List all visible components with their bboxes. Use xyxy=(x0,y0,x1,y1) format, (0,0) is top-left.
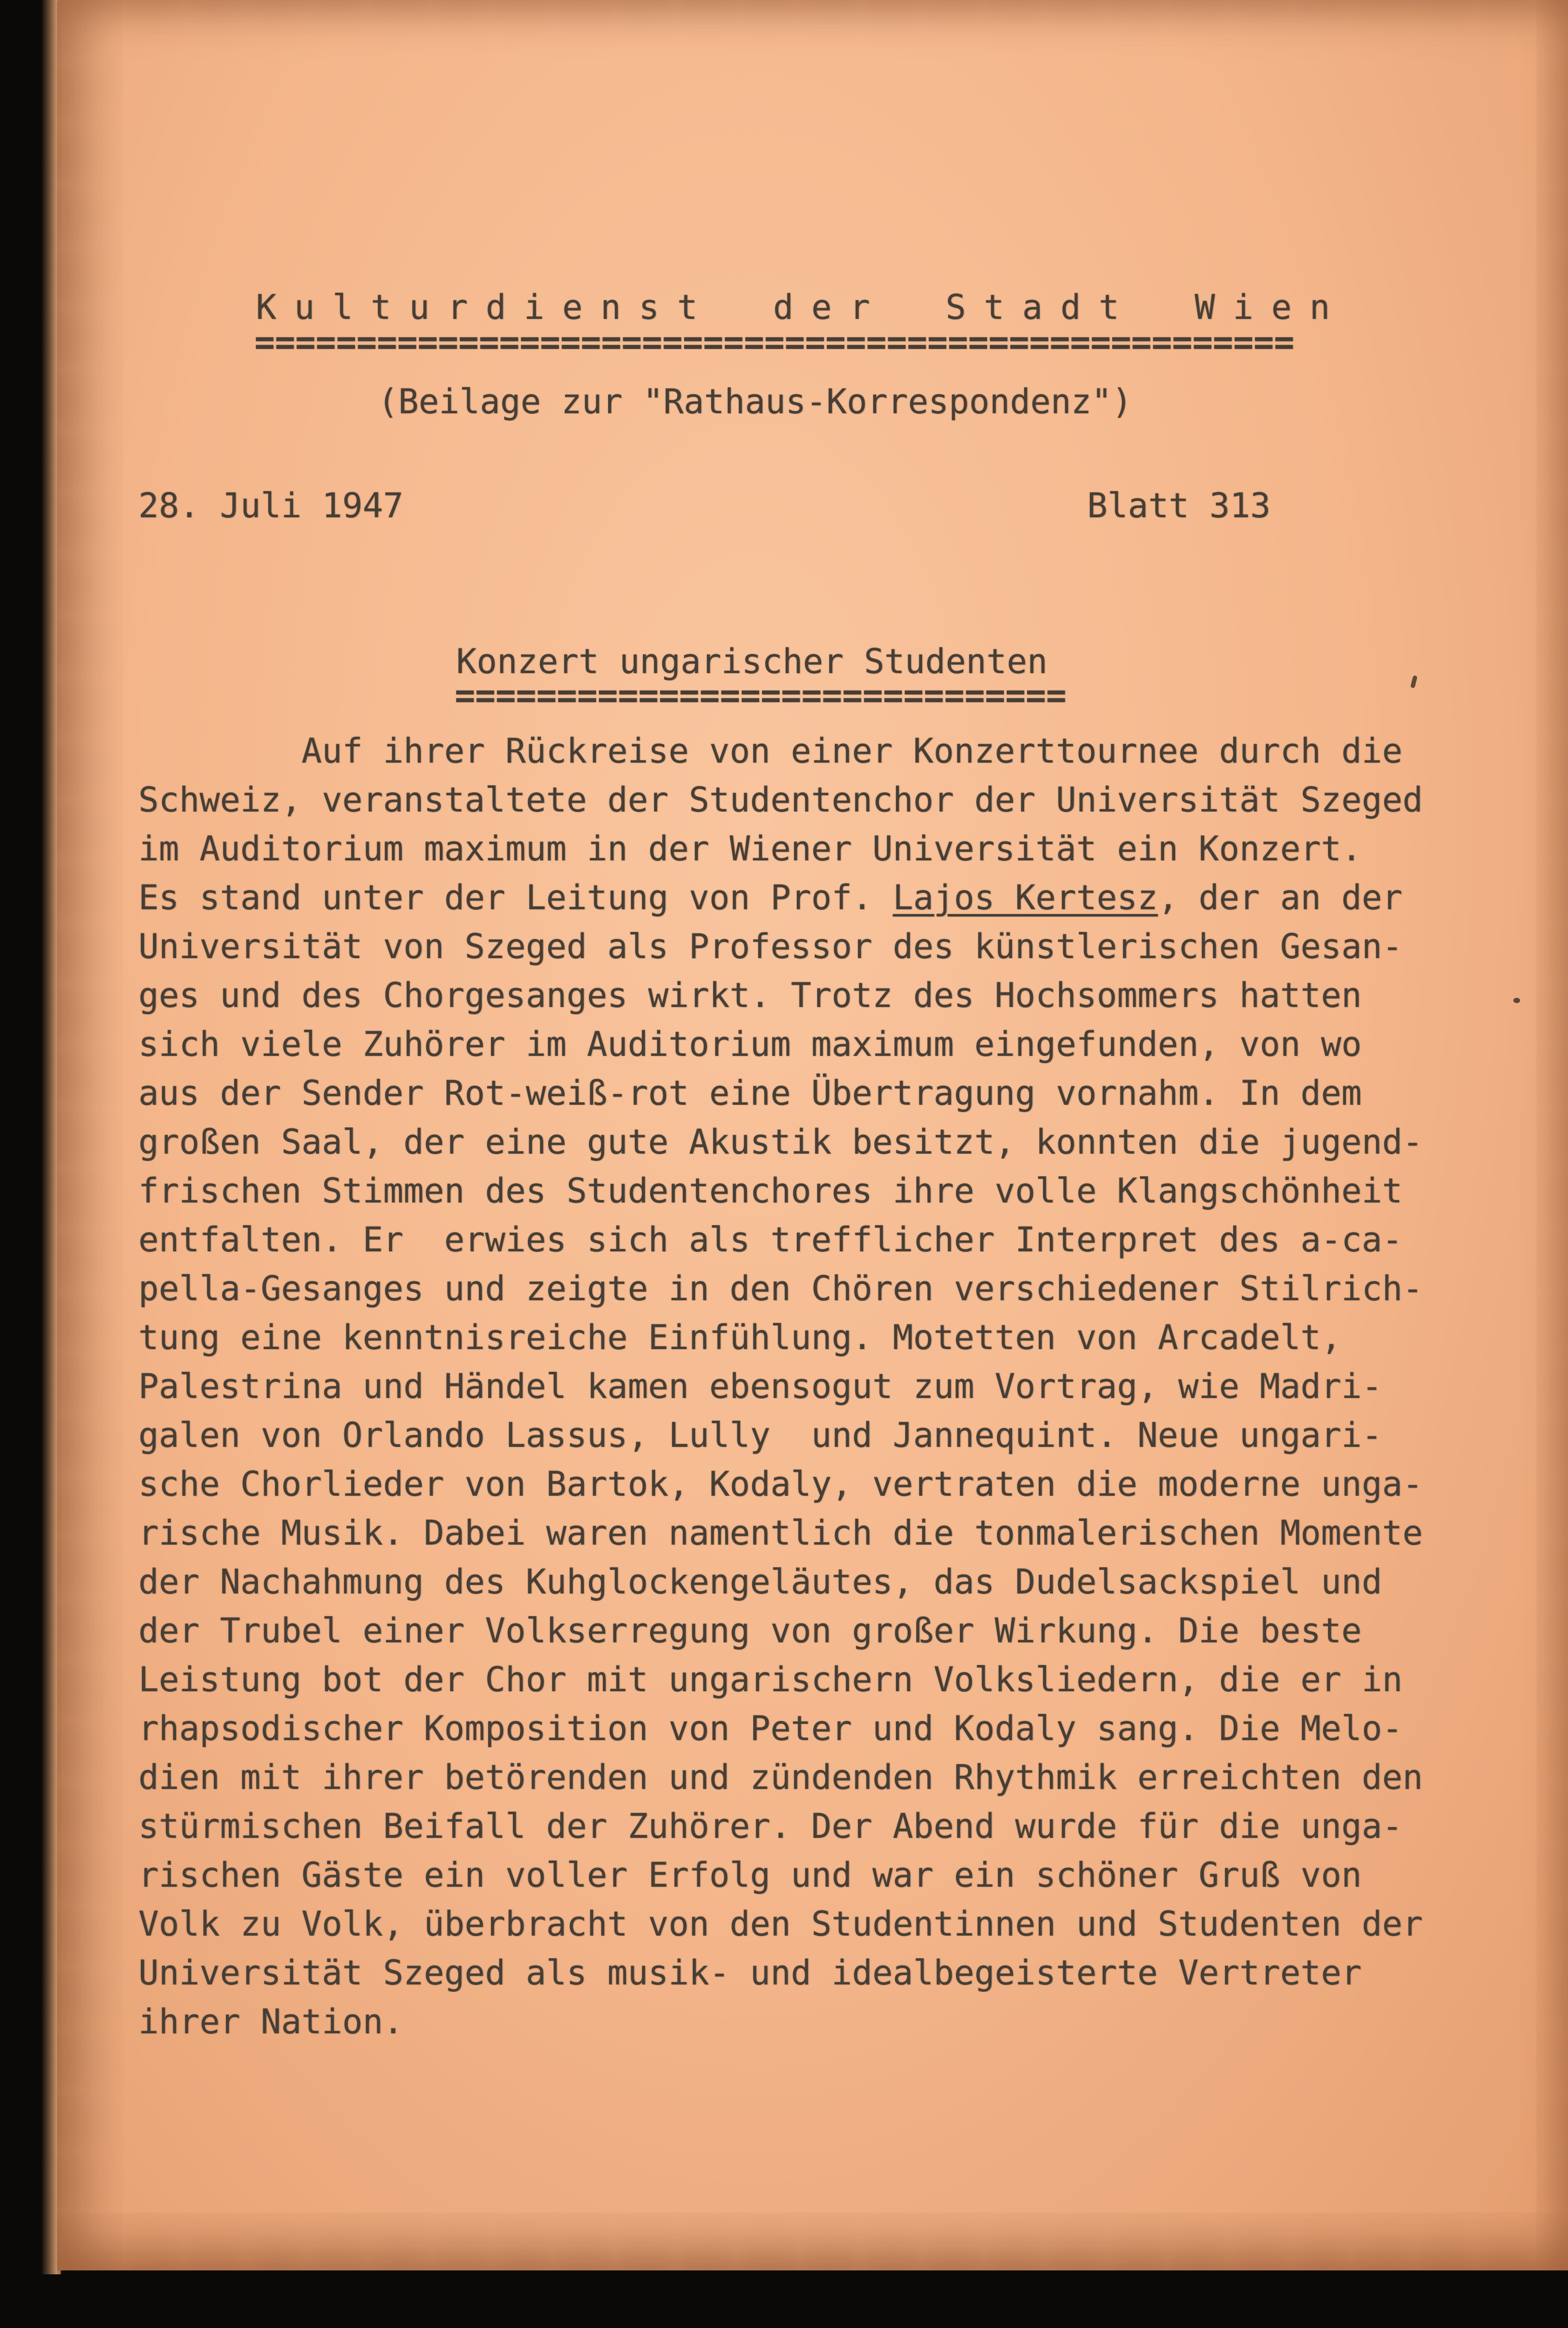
body-line: Palestrina und Händel kamen ebensogut zum Vortrag, wie Madri- xyxy=(138,1367,1382,1406)
body-line: Schweiz, veranstaltete der Studentenchor der Universität Szeged xyxy=(138,780,1423,820)
body-line: frischen Stimmen des Studentenchores ihre volle Klangschönheit xyxy=(138,1171,1403,1211)
body-line: im Auditorium maximum in der Wiener Universität ein Konzert. xyxy=(138,829,1362,869)
body-line: Volk zu Volk, überbracht von den Studentinnen und Studenten der xyxy=(138,1904,1423,1944)
body-line: ihrer Nation. xyxy=(138,2002,403,2042)
paper-sheet xyxy=(57,0,1568,2270)
body-line: entfalten. Er erwies sich als trefflicher Interpret des a-ca- xyxy=(138,1220,1403,1260)
body-line: rhapsodischer Komposition von Peter und Kodaly sang. Die Melo- xyxy=(138,1709,1403,1748)
body-line: sche Chorlieder von Bartok, Kodaly, vertraten die moderne unga- xyxy=(138,1464,1423,1504)
article-body xyxy=(138,727,1423,2046)
body-line xyxy=(138,873,1423,922)
body-line: pella-Gesanges und zeigte in den Chören verschiedener Stilrich- xyxy=(138,1269,1423,1308)
body-line: der Nachahmung des Kuhglockengeläutes, das Dudelsackspiel und xyxy=(138,1562,1382,1602)
underlined-name: Lajos Kertesz xyxy=(893,878,1158,917)
body-line: sich viele Zuhörer im Auditorium maximum eingefunden, von wo xyxy=(138,1024,1362,1064)
body-line: rische Musik. Dabei waren namentlich die tonmalerischen Momente xyxy=(138,1513,1423,1553)
sheet-number: Blatt 313 xyxy=(1087,486,1271,526)
body-line: rischen Gäste ein voller Erfolg und war ein schöner Gruß von xyxy=(138,1855,1362,1895)
body-text-segment: , der an der xyxy=(1158,878,1403,917)
body-line: Leistung bot der Chor mit ungarischern Volksliedern, die er in xyxy=(138,1660,1403,1699)
article-title-underline: ============================== xyxy=(455,676,1067,715)
body-line: galen von Orlando Lassus, Lully und Jannequint. Neue ungari- xyxy=(138,1415,1382,1455)
body-line: aus der Sender Rot-weiß-rot eine Übertragung vornahm. In dem xyxy=(138,1073,1362,1113)
body-line: Universität von Szeged als Professor des künstlerischen Gesan- xyxy=(138,927,1403,966)
body-line: großen Saal, der eine gute Akustik besitzt, konnten die jugend- xyxy=(138,1122,1423,1162)
date-label: 28. Juli 1947 xyxy=(138,486,403,526)
body-text-segment: Es stand unter der Leitung von Prof. xyxy=(138,878,893,917)
body-line: ges und des Chorgesanges wirkt. Trotz des Hochsommers hatten xyxy=(138,976,1362,1015)
body-line: der Trubel einer Volkserregung von großer Wirkung. Die beste xyxy=(138,1611,1362,1651)
article-title: Konzert ungarischer Studenten xyxy=(456,642,1048,681)
masthead-subtitle: (Beilage zur "Rathaus-Korrespondenz") xyxy=(378,382,1133,421)
body-line: Auf ihrer Rückreise von einer Konzerttournee durch die xyxy=(138,731,1403,771)
ink-speck xyxy=(1410,675,1418,688)
masthead-underline: =================================================== xyxy=(254,322,1295,362)
body-line: dien mit ihrer betörenden und zündenden Rhythmik erreichten den xyxy=(138,1757,1423,1797)
body-line: Universität Szeged als musik- und idealbegeisterte Vertreter xyxy=(138,1953,1362,1993)
masthead-title: Kulturdienst der Stadt Wien xyxy=(256,287,1348,327)
body-line: tung eine kenntnisreiche Einfühlung. Motetten von Arcadelt, xyxy=(138,1318,1342,1357)
ink-speck xyxy=(1513,998,1520,1003)
body-line: stürmischen Beifall der Zuhörer. Der Abend wurde für die unga- xyxy=(138,1806,1403,1846)
